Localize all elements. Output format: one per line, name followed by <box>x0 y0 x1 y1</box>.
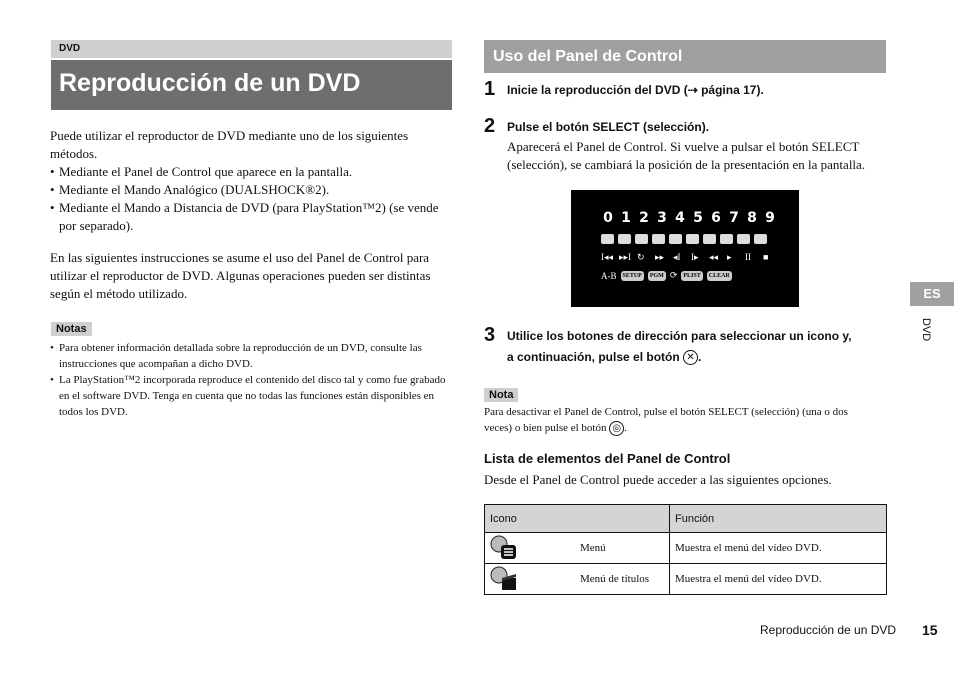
step-2 <box>484 115 709 138</box>
playback-control-icon: II <box>745 252 751 262</box>
digit-key: 0 <box>603 210 613 226</box>
playback-control-icon: ◂◂ <box>709 252 719 262</box>
digit-key: 6 <box>711 210 721 226</box>
section-header: Uso del Panel de Control <box>484 40 886 73</box>
nota-line: veces) o bien pulse el botón <box>484 422 607 434</box>
playback-control-icon: ▸▸ <box>655 252 665 262</box>
step-text: Utilice los botones de dirección para seleccionar un icono y, <box>507 328 852 343</box>
digit-key: 8 <box>747 210 757 226</box>
list-item: • Mediante el Mando a Distancia de DVD (para PlayStation™2) (se vende por separado). <box>50 199 452 235</box>
playback-control-icon: I▸ <box>691 252 699 262</box>
step-number: 3 <box>484 324 496 346</box>
control-panel-playback <box>601 252 777 263</box>
return-icon <box>720 234 733 244</box>
instructions-text: En las siguientes instrucciones se asume el uso del Panel de Control para utilizar el reproductor de DVD. Algunas operaciones pueden ser distintas según el método utilizado. <box>50 250 431 301</box>
pgm-button: PGM <box>649 272 664 279</box>
bookmark-icon <box>737 234 750 244</box>
step-number: 2 <box>484 115 496 137</box>
playback-control-icon: ↻ <box>637 252 645 262</box>
circle-button-icon: ◎ <box>609 421 624 436</box>
control-panel-digits <box>601 210 777 226</box>
footer-title: Reproducción de un DVD <box>760 623 897 637</box>
step-text-continued: a continuación, pulse el botón <box>507 350 680 364</box>
side-section-label: DVD <box>920 318 932 342</box>
ab-repeat-label: A-B <box>601 270 617 281</box>
playback-control-icon: ▸▸I <box>619 252 632 262</box>
page-number: 15 <box>922 622 938 638</box>
digit-key: 1 <box>621 210 631 226</box>
language-tab: ES <box>910 282 954 306</box>
playback-control-icon: ◂I <box>673 252 681 262</box>
nota-text: Para desactivar el Panel de Control, pulse el botón SELECT (selección) (una o dos veces) o bien pulse el botón ◎ . <box>484 404 888 436</box>
methods-list <box>50 163 452 235</box>
list-item: • Para obtener información detallada sobre la reproducción de un DVD, consulte las instrucciones que acompañan a dicho DVD. <box>50 340 452 372</box>
table-cell-icon <box>485 564 670 595</box>
step-number: 1 <box>484 78 496 100</box>
subtitle-icon <box>669 234 682 244</box>
angle-icon <box>686 234 699 244</box>
table-cell-function: Muestra el menú del vídeo DVD. <box>670 564 887 595</box>
table-row <box>485 564 887 595</box>
table-row <box>485 533 887 564</box>
digit-key: 4 <box>675 210 685 226</box>
table-header-function: Función <box>670 505 887 533</box>
notes-list <box>50 340 452 420</box>
setup-button: SETUP <box>622 272 642 279</box>
step-3: 3 Utilice los botones de dirección para seleccionar un icono y, a continuación, pulse el botón ✕ . <box>484 324 852 364</box>
nota-label: Nota <box>484 388 518 402</box>
title-menu-icon <box>618 234 631 244</box>
control-panel-functions <box>601 270 732 281</box>
control-panel-image <box>571 190 799 307</box>
playback-control-icon: ■ <box>763 252 769 262</box>
menu-icon <box>490 535 520 561</box>
cross-button-icon: ✕ <box>683 350 698 365</box>
list-item: • Mediante el Mando Analógico (DUALSHOCK®2). <box>50 181 452 199</box>
page-title: Reproducción de un DVD <box>51 60 452 110</box>
list-intro: Desde el Panel de Control puede acceder a las siguientes opciones. <box>484 472 832 487</box>
list-title: Lista de elementos del Panel de Control <box>484 451 731 466</box>
step-text: Inicie la reproducción del DVD (⇢ página 17). <box>507 82 764 97</box>
repeat-icon: ⟳ <box>669 270 678 280</box>
music-icon <box>652 234 665 244</box>
table-header-icon: Icono <box>485 505 670 533</box>
control-panel-icons <box>601 234 767 244</box>
digit-key: 9 <box>765 210 775 226</box>
digit-key: 5 <box>693 210 703 226</box>
step-2-body: Aparecerá el Panel de Control. Si vuelve a pulsar el botón SELECT (selección), se cambiará la posición de la presentación en la pantalla. <box>507 139 866 172</box>
clear-button: CLEAR <box>708 272 730 279</box>
step-text: Pulse el botón SELECT (selección). <box>507 119 710 134</box>
menu-icon <box>601 234 614 244</box>
table-cell-icon <box>485 533 670 564</box>
digit-key: 2 <box>639 210 649 226</box>
plist-button: PLIST <box>683 272 701 279</box>
nota-line: Para desactivar el Panel de Control, pulse el botón SELECT (selección) (una o dos <box>484 406 848 418</box>
list-item: • Mediante el Panel de Control que aparece en la pantalla. <box>50 163 452 181</box>
notes-label: Notas <box>51 322 92 336</box>
display-icon <box>703 234 716 244</box>
intro-text: Puede utilizar el reproductor de DVD mediante uno de los siguientes métodos. <box>50 128 409 161</box>
playback-control-icon: I◂◂ <box>601 252 614 262</box>
icon-label: Menú <box>580 542 606 554</box>
playback-control-icon: ▸ <box>727 252 732 262</box>
table-cell-function: Muestra el menú del vídeo DVD. <box>670 533 887 564</box>
step-1 <box>484 78 764 101</box>
control-items-table <box>484 504 887 595</box>
digit-key: 7 <box>729 210 739 226</box>
icon-label: Menú de títulos <box>580 573 650 585</box>
section-tag: DVD <box>51 40 452 58</box>
list-item: • La PlayStation™2 incorporada reproduce el contenido del disco tal y como fue grabado en el software DVD. Tenga en cuenta que no todas las funciones están disponibles en todos los DVD. <box>50 372 452 420</box>
audio-icon <box>635 234 648 244</box>
help-icon <box>754 234 767 244</box>
digit-key: 3 <box>657 210 667 226</box>
title-menu-icon <box>490 566 520 592</box>
